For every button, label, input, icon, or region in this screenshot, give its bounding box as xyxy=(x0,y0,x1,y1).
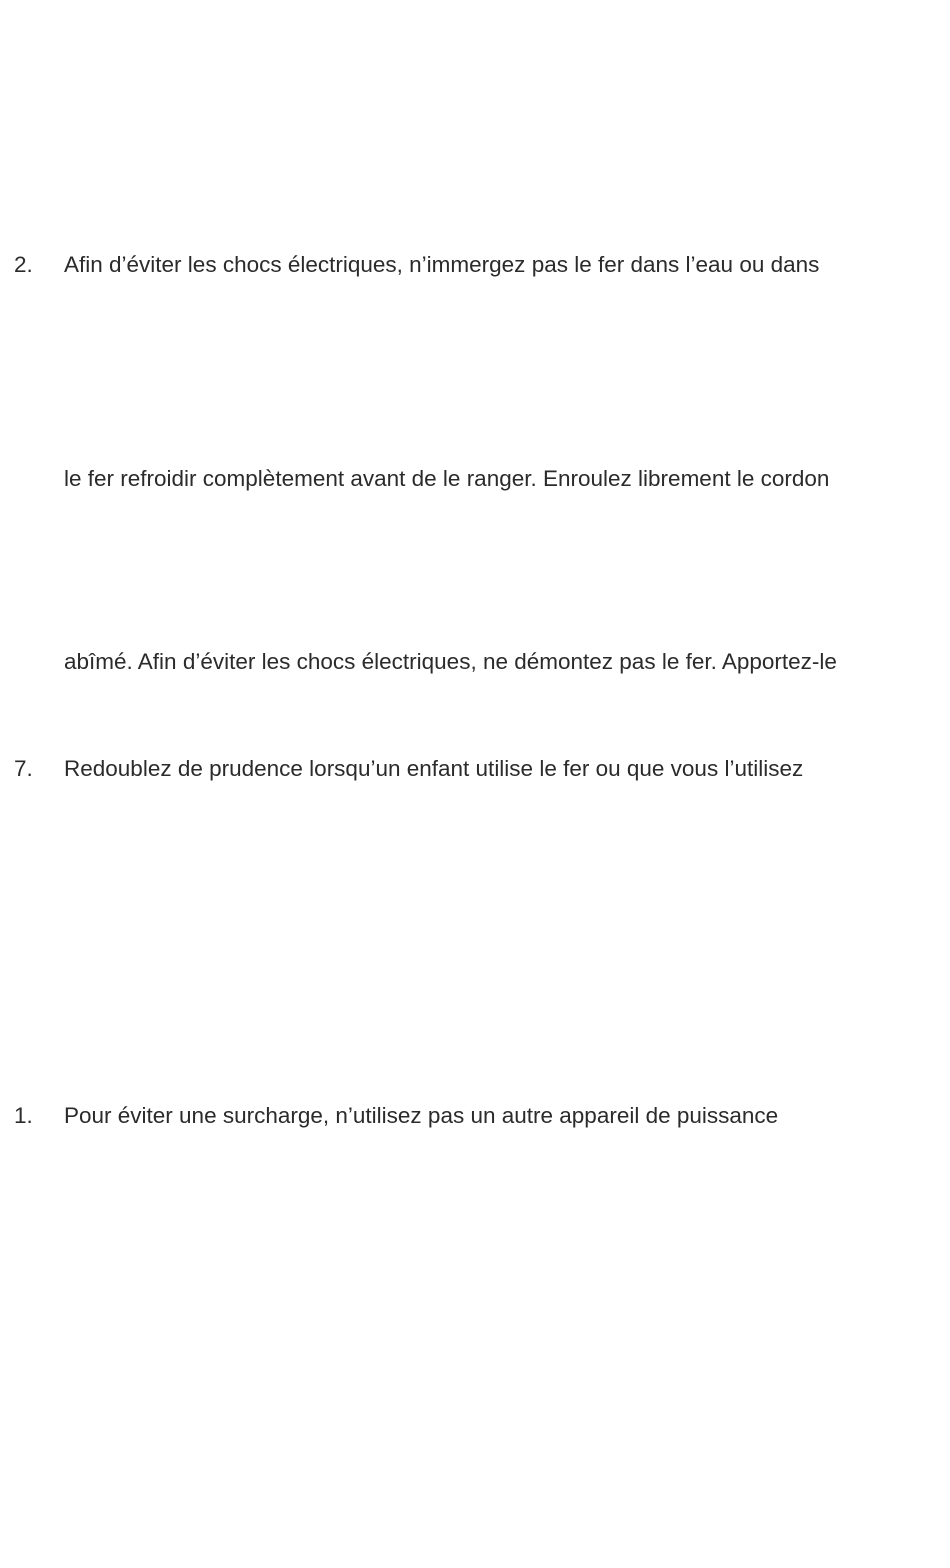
list-item-text: Pour éviter une surcharge, n’utilisez pas un autre appareil de puissance xyxy=(64,1103,779,1128)
list-number: 7. xyxy=(14,756,33,781)
list-number: 1. xyxy=(14,1103,33,1128)
list-item-text: Redoublez de prudence lorsqu’un enfant utilise le fer ou que vous l’utilisez xyxy=(64,756,804,781)
list-number: 2. xyxy=(14,252,33,277)
list-item-text: Afin d’éviter les chocs électriques, n’immergez pas le fer dans l’eau ou dans xyxy=(64,252,820,277)
continuation-text: abîmé. Afin d’éviter les chocs électriques, ne démontez pas le fer. Apportez-le xyxy=(64,649,837,674)
continuation-text: le fer refroidir complètement avant de le ranger. Enroulez librement le cordon xyxy=(64,466,830,491)
